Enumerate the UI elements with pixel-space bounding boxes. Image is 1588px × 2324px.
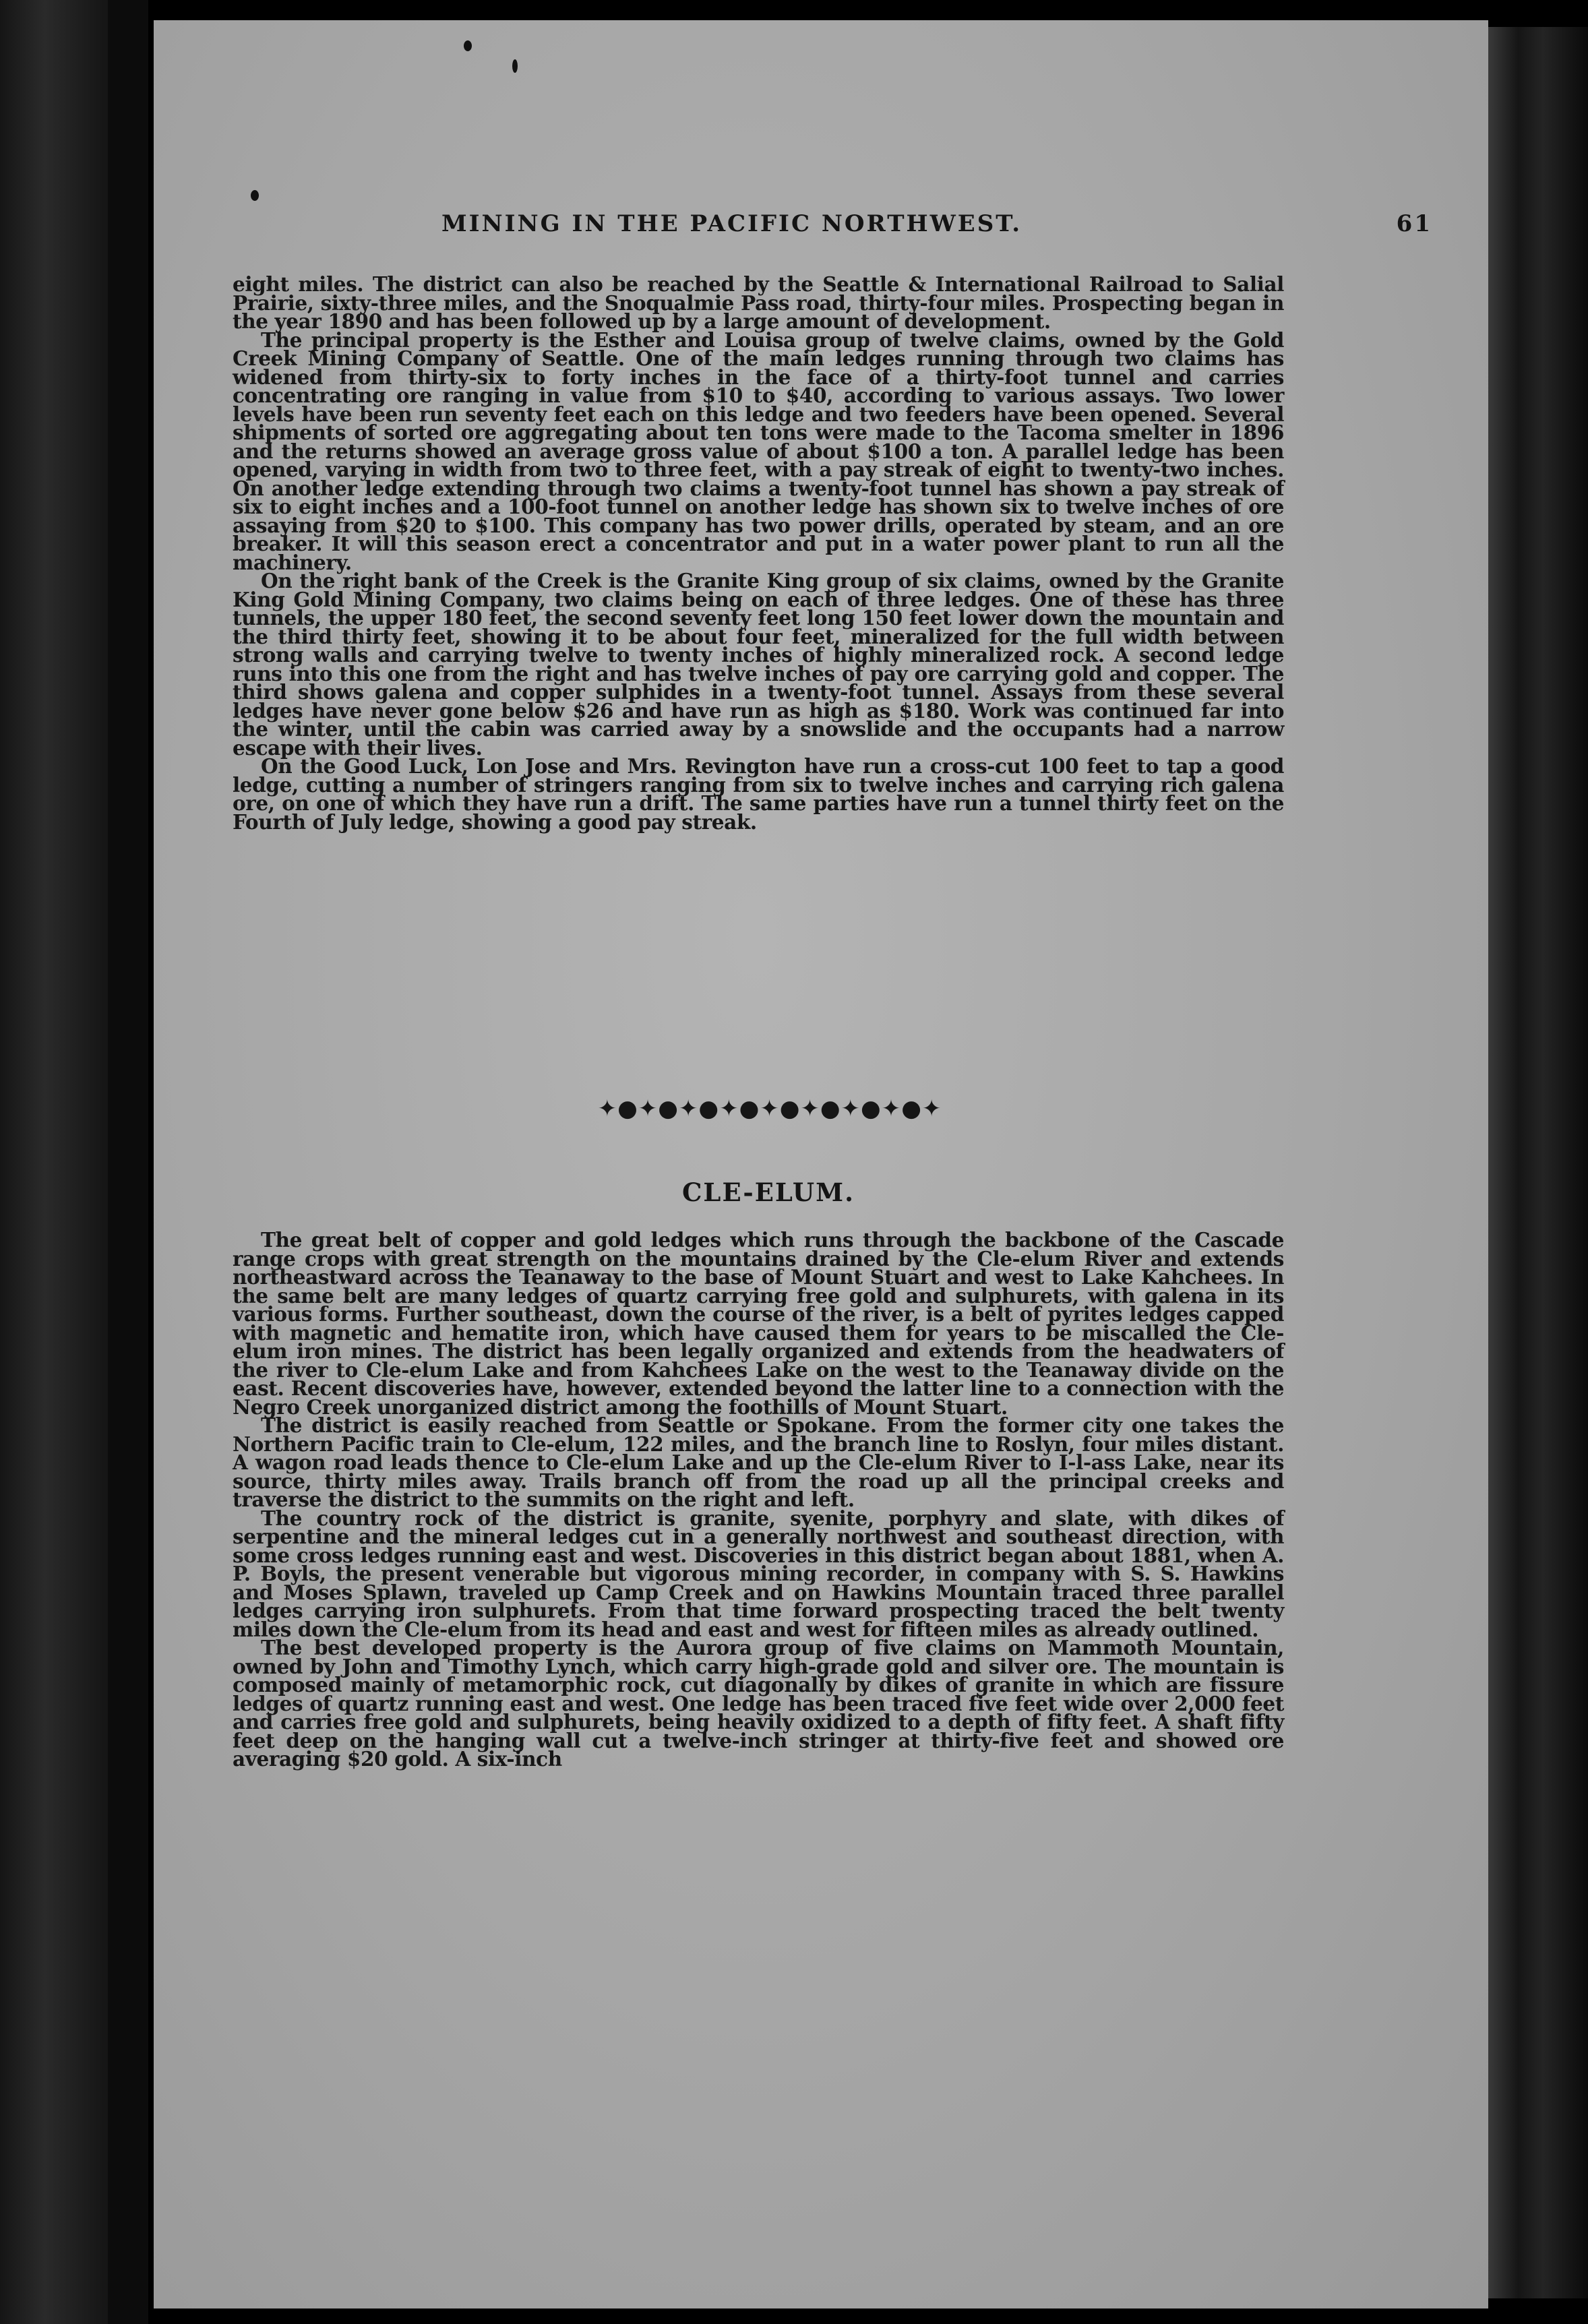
paragraph: On the Good Luck, Lon Jose and Mrs. Revington have run a cross-cut 100 feet to tap a good ledge, cutting a number of stringers ranging from six to twelve inches and carrying rich galena ore, on one of which they have run a drift. The same parties have run a tunnel thirty feet on the Fourth of July ledge, showing a good pay streak. — [233, 754, 1284, 834]
ink-speck — [464, 40, 472, 51]
paragraph: The great belt of copper and gold ledges which runs through the backbone of the Cascade range crops with great strength on the mountains drained by the Cle-elum River and extends northeastward across the Teanaway to the base of Mount Stuart and west to Lake Kahchees. In the same belt are many ledges of quartz carrying free gold and sulphurets, with galena in its various forms. Further southeast, down the course of the river, is a belt of pyrites ledges capped with magnetic and hematite iron, which have caused them for years to be miscalled the Cle-elum iron mines. The district has been legally organized and extends from the headwaters of the river to Cle-elum Lake and from Kahchees Lake on the west to the Teanaway divide on the east. Recent discoveries have, however, extended beyond the latter line to a connection with the Negro Creek unorganized district among the foothills of Mount Stuart. — [233, 1228, 1284, 1419]
page-stack-edge — [1488, 27, 1588, 2298]
paragraph: eight miles. The district can also be reached by the Seattle & International Railroad to Salial Prairie, sixty-three miles, and the Snoqualmie Pass road, thirty-four miles. Prospecting began in the year 1890 and has been followed up by a large amount of development. — [233, 272, 1284, 333]
running-head-title: MINING IN THE PACIFIC NORTHWEST. — [441, 210, 1022, 237]
section-text-gold-creek — [233, 272, 1284, 834]
paragraph: The district is easily reached from Seattle or Spokane. From the former city one takes the Northern Pacific train to Cle-elum, 122 miles, and the branch line to Roslyn, four miles distant. A wagon road leads thence to Cle-elum Lake and up the Cle-elum River to I-l-ass Lake, near its source, thirty miles away. Trails branch off from the road up all the principal creeks and traverse the district to the summits on the right and left. — [233, 1413, 1284, 1511]
paragraph: The country rock of the district is granite, syenite, porphyry and slate, with dikes of serpentine and the mineral ledges cut in a generally northwest and southeast direction, with some cross ledges running east and west. Discoveries in this district began about 1881, when A. P. Boyls, the present venerable but vigorous mining recorder, in company with S. S. Hawkins and Moses Splawn, traveled up Camp Creek and on Hawkins Mountain traced three parallel ledges carrying iron sulphurets. From that time forward prospecting traced the belt twenty miles down the Cle-elum from its head and east and west for fifteen miles as already outlined. — [233, 1506, 1284, 1641]
paragraph: On the right bank of the Creek is the Granite King group of six claims, owned by the Granite King Gold Mining Company, two claims being on each of three ledges. One of these has three tunnels, the upper 180 feet, the second seventy feet long 150 feet lower down the mountain and the third thirty feet, showing it to be about four feet, mineralized for the full width between strong walls and carrying twelve to twenty inches of highly mineralized rock. A second ledge runs into this one from the right and has twelve inches of pay ore carrying gold and copper. The third shows galena and copper sulphides in a twenty-foot tunnel. Assays from these several ledges have never gone below $26 and have run as high as $180. Work was continued far into the winter, until the cabin was carried away by a snowslide and the occupants had a narrow escape with their lives. — [233, 569, 1284, 760]
book-gutter — [108, 0, 148, 2324]
ink-speck — [251, 190, 259, 201]
section-text-cle-elum — [233, 1228, 1284, 1771]
paragraph: The best developed property is the Aurora group of five claims on Mammoth Mountain, owned by John and Timothy Lynch, which carry high-grade gold and silver ore. The mountain is composed mainly of metamorphic rock, cut diagonally by dikes of granite in which are fissure ledges of quartz running east and west. One ledge has been traced five feet wide over 2,000 feet and carries free gold and sulphurets, being heavily oxidized to a depth of fifty feet. A shaft fifty feet deep on the hanging wall cut a twelve-inch stringer at thirty-five feet and showed ore averaging $20 gold. A six-inch — [233, 1636, 1284, 1771]
paragraph: The principal property is the Esther and Louisa group of twelve claims, owned by the Gold Creek Mining Company of Seattle. One of the main ledges running through two claims has widened from thirty-six to forty inches in the face of a thirty-foot tunnel and carries concentrating ore ranging in value from $10 to $40, according to various assays. Two lower levels have been run seventy feet each on this ledge and two feeders have been opened. Several shipments of sorted ore aggregating about ten tons were made to the Tacoma smelter in 1896 and the returns showed an average gross value of about $100 a ton. A parallel ledge has been opened, varying in width from two to three feet, with a pay streak of eight to twenty-two inches. On another ledge extending through two claims a twenty-foot tunnel has shown a pay streak of six to eight inches and a 100-foot tunnel on another ledge has shown six to twelve inches of ore assaying from $20 to $100. This company has two power drills, operated by steam, and an ore breaker. It will this season erect a concentrator and put in a water power plant to run all the machinery. — [233, 328, 1284, 574]
section-heading: CLE-ELUM. — [681, 1178, 855, 1207]
running-head — [441, 210, 1432, 244]
ink-speck — [512, 59, 518, 73]
page-number: 61 — [1396, 210, 1432, 237]
section-divider-ornament: ✦●✦●✦●✦●✦●✦●✦●✦●✦ — [597, 1095, 942, 1122]
